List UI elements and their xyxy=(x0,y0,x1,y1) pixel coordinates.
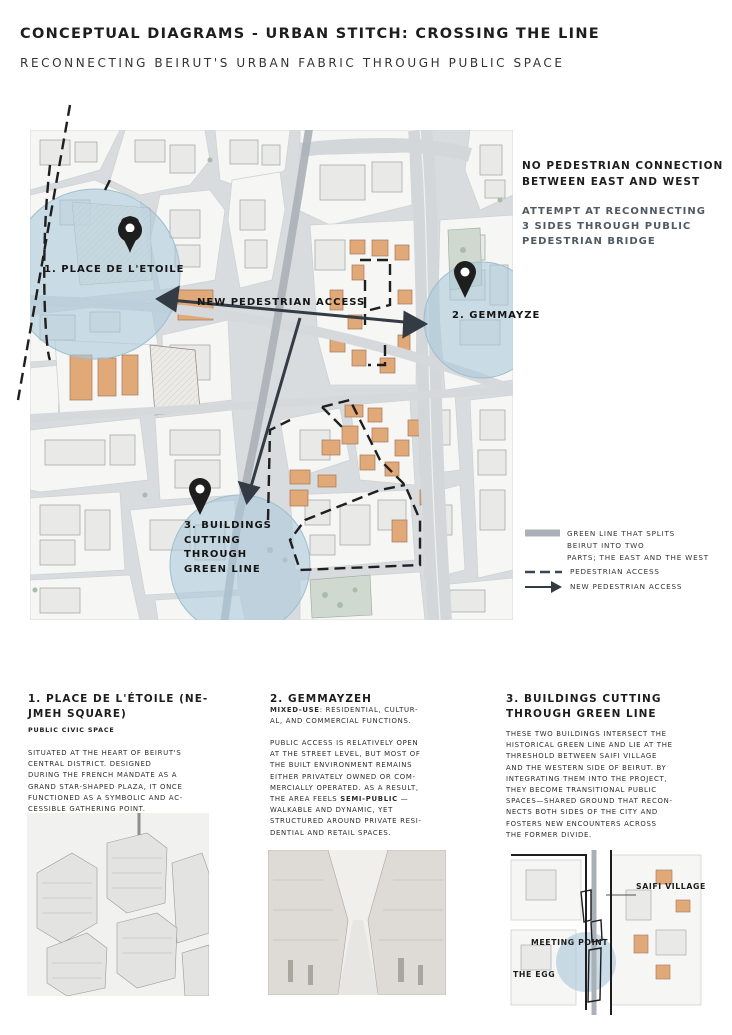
inset-label-meeting-point: MEETING POINT xyxy=(531,938,609,947)
col1-body: SITUATED AT THE HEART OF BEIRUT'S CENTRAL DISTRICT. DESIGNED DURING THE FRENCH MANDATE AS A GRAND STAR-SHAPED PLAZA, IT ONCE FUNCTIONED AS A SYMBOLIC AND AC- CESSIBLE GATHERING POINT. xyxy=(28,749,183,814)
col1-subtitle: PUBLIC CIVIC SPACE xyxy=(28,726,115,734)
legend-line: BEIRUT INTO TWO xyxy=(567,541,645,550)
col2-body-a: PUBLIC ACCESS IS RELATIVELY OPEN AT THE STREET LEVEL, BUT MOST OF THE BUILT ENVIRONMENT REMAINS EITHER PRIVATELY OWNED OR COM- MERCIALLY OPERATED. AS A RESULT, THE AREA FEELS xyxy=(270,739,421,804)
sketch-gemmayze xyxy=(268,850,446,995)
legend-line: GREEN LINE THAT SPLITS xyxy=(567,529,676,538)
label-place-etoile: 1. PLACE DE L'ETOILE xyxy=(44,264,185,275)
col3-title: 3. BUILDINGS CUTTING THROUGH GREEN LINE xyxy=(506,693,662,720)
note-line: BETWEEN EAST AND WEST xyxy=(522,176,701,188)
legend-new-pedestrian-access: NEW PEDESTRIAN ACCESS xyxy=(570,582,683,591)
note-line: PEDESTRIAN BRIDGE xyxy=(522,236,656,247)
col3-body: THESE TWO BUILDINGS INTERSECT THE HISTORICAL GREEN LINE AND LIE AT THE THRESHOLD BETWEEN SAIFI VILLAGE AND THE WESTERN SIDE OF BEIRUT. BY INTEGRATING THEM INTO THE PROJECT, THEY BECOME TRANSITIONAL PUBLIC SPACES—SHARED GROUND THAT RECON- NECTS BOTH SIDES OF THE CITY AND FOSTERS NEW ENCOUNTERS ACROSS THE FORMER DIVIDE. xyxy=(506,730,673,839)
note-no-connection xyxy=(522,158,723,190)
legend-green-line xyxy=(567,528,709,564)
label-buildings xyxy=(184,519,272,577)
col1-title: 1. PLACE DE L'ÉTOILE (NE- JMEH SQUARE) xyxy=(28,693,209,720)
label-line: GREEN LINE xyxy=(184,563,261,575)
legend-pedestrian-access: PEDESTRIAN ACCESS xyxy=(570,567,660,576)
page-subtitle: RECONNECTING BEIRUT'S URBAN FABRIC THROUGH PUBLIC SPACE xyxy=(20,56,565,70)
label-new-pedestrian-access: NEW PEDESTRIAN ACCESS xyxy=(197,297,366,308)
label-gemmayze: 2. GEMMAYZE xyxy=(452,310,541,321)
col2-subtitle xyxy=(270,705,470,727)
label-line: THROUGH xyxy=(184,549,248,560)
col2-subtitle-bold: MIXED-USE xyxy=(270,706,320,714)
sketch-place-etoile xyxy=(27,813,209,996)
page-title: CONCEPTUAL DIAGRAMS - URBAN STITCH: CROSSING THE LINE xyxy=(20,26,600,42)
inset-label-saifi-village: SAIFI VILLAGE xyxy=(636,882,706,891)
legend-line: PARTS; THE EAST AND THE WEST xyxy=(567,553,709,562)
note-attempt xyxy=(522,204,706,249)
inset-label-the-egg: THE EGG xyxy=(513,970,556,979)
col2-body-b: — WALKABLE AND DYNAMIC, YET STRUCTURED AROUND PRIVATE RESI- DENTIAL AND RETAIL SPACES. xyxy=(270,795,422,837)
note-line: ATTEMPT AT RECONNECTING xyxy=(522,206,706,217)
note-line: NO PEDESTRIAN CONNECTION xyxy=(522,160,724,172)
col2-subtitle-rest: : RESIDENTIAL, CULTUR- AL, AND COMMERCIAL FUNCTIONS. xyxy=(270,706,419,726)
col2-body-bold: SEMI-PUBLIC xyxy=(340,795,398,804)
col2-title: 2. GEMMAYZEH xyxy=(270,693,372,705)
col2-body xyxy=(270,738,475,839)
legend-graphics xyxy=(525,533,562,593)
inset-map xyxy=(506,850,706,1015)
label-line: 3. BUILDINGS xyxy=(184,520,272,531)
map-base xyxy=(10,110,540,630)
label-line: CUTTING xyxy=(184,534,241,546)
note-line: 3 SIDES THROUGH PUBLIC xyxy=(522,221,692,232)
